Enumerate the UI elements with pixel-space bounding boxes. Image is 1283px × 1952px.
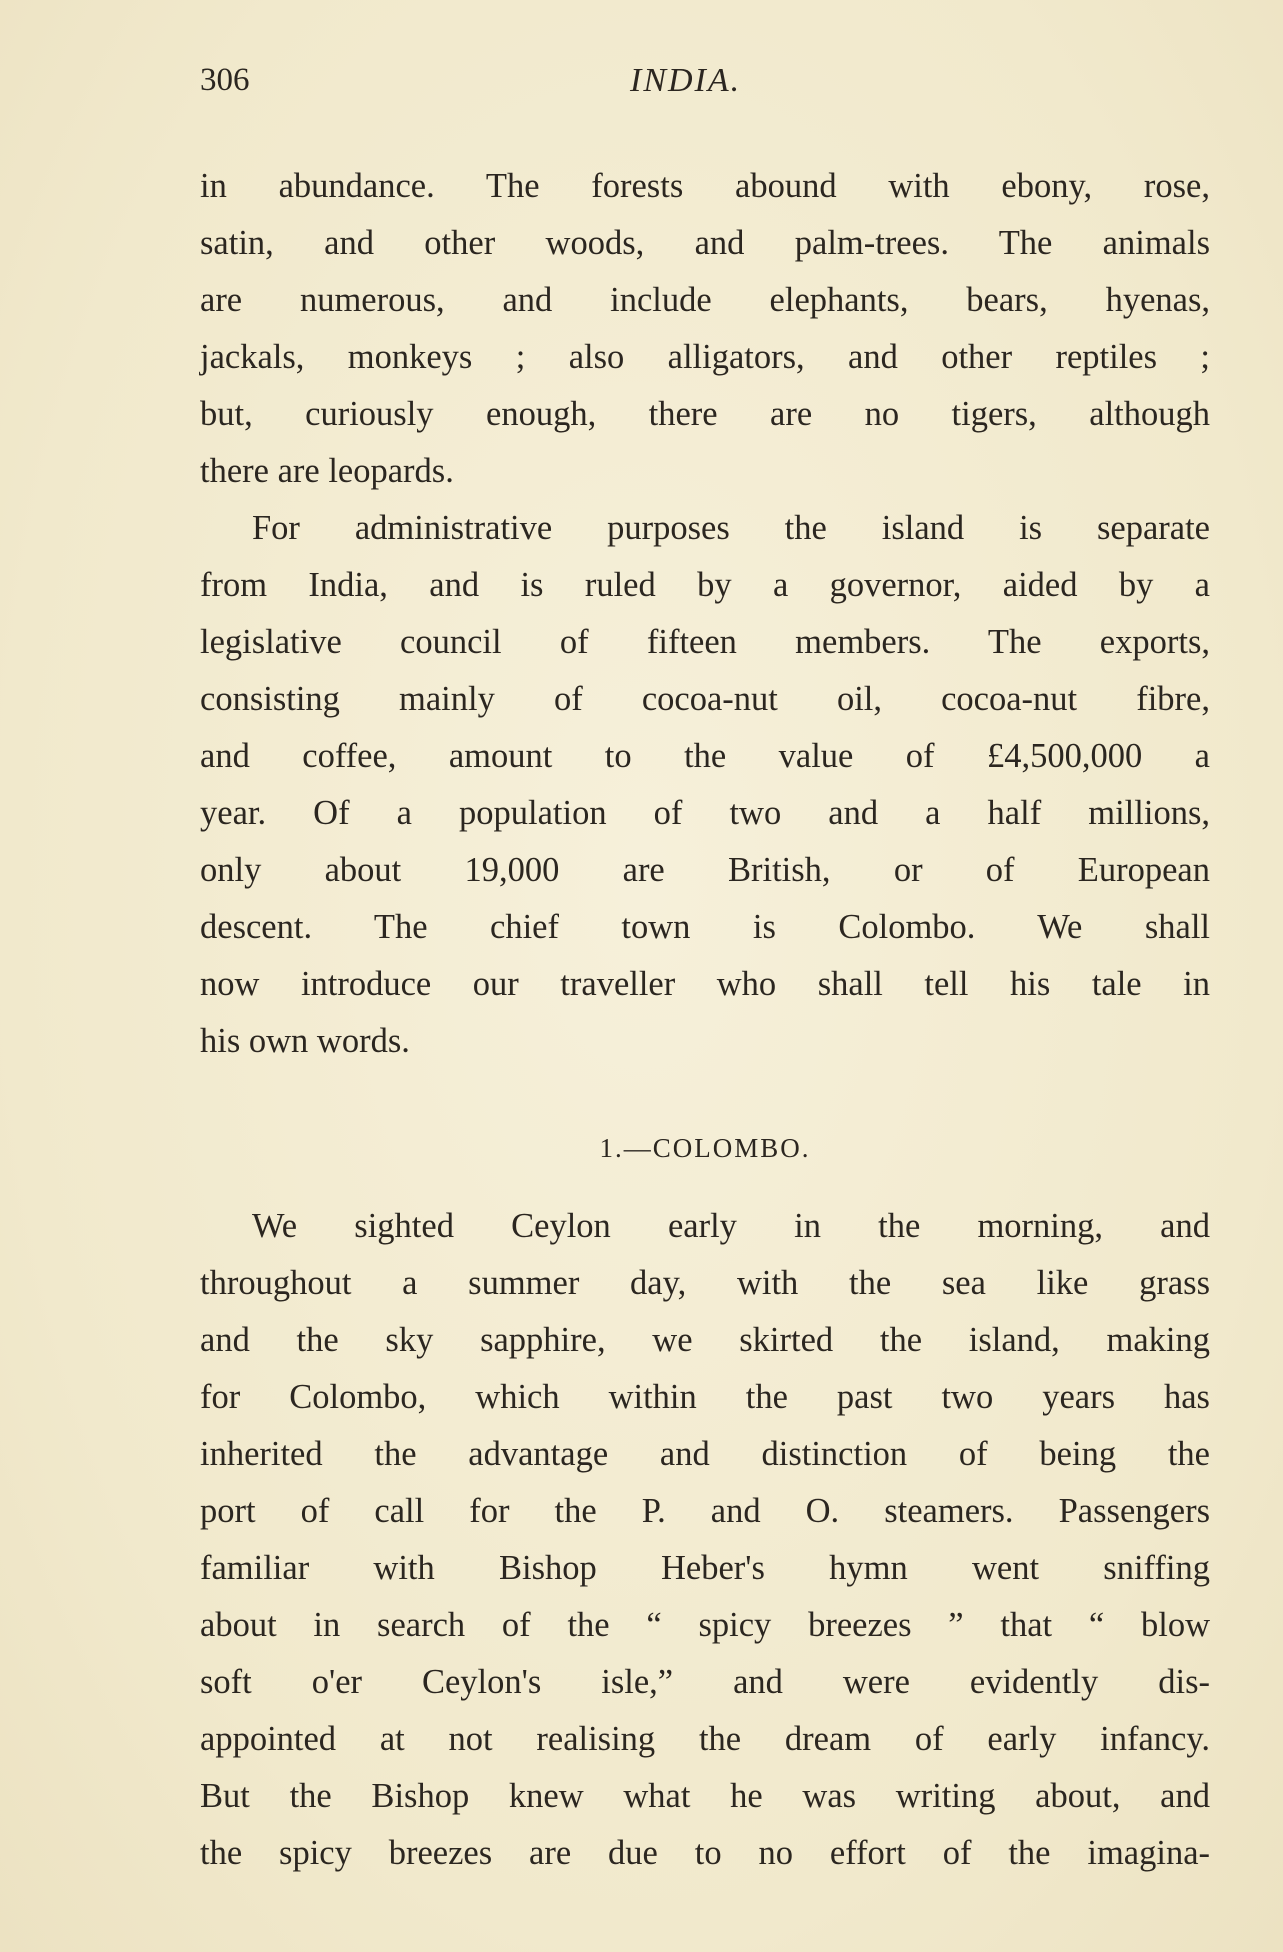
text-line: in abundance. The forests abound with ebony, rose, (200, 167, 1210, 205)
text-line: We sighted Ceylon early in the morning, and (252, 1207, 1210, 1245)
text-line: But the Bishop knew what he was writing about, and (200, 1777, 1210, 1815)
paragraph-1 (200, 158, 1210, 500)
text-line: consisting mainly of cocoa-nut oil, cocoa-nut fibre, (200, 680, 1210, 718)
text-line: familiar with Bishop Heber's hymn went sniffing (200, 1549, 1210, 1587)
text-line: year. Of a population of two and a half millions, (200, 794, 1210, 832)
text-line: For administrative purposes the island is separate (252, 509, 1210, 547)
text-line: but, curiously enough, there are no tigers, although (200, 395, 1210, 433)
paragraph-2 (200, 500, 1210, 1070)
body-text (200, 158, 1210, 1882)
text-line: from India, and is ruled by a governor, aided by a (200, 566, 1210, 604)
page-header (200, 62, 1210, 112)
text-line: satin, and other woods, and palm-trees. The animals (200, 224, 1210, 262)
text-line: are numerous, and include elephants, bears, hyenas, (200, 281, 1210, 319)
text-line: only about 19,000 are British, or of European (200, 851, 1210, 889)
text-line: the spicy breezes are due to no effort of the imagina- (200, 1834, 1210, 1872)
text-line: now introduce our traveller who shall tell his tale in (200, 965, 1210, 1003)
section-heading: 1.—COLOMBO. (599, 1133, 811, 1163)
text-line: and coffee, amount to the value of £4,500,000 a (200, 737, 1210, 775)
page-number: 306 (200, 62, 250, 98)
text-line: descent. The chief town is Colombo. We shall (200, 908, 1210, 946)
text-line: appointed at not realising the dream of early infancy. (200, 1720, 1210, 1758)
text-line: port of call for the P. and O. steamers. Passengers (200, 1492, 1210, 1530)
text-line: there are leopards. (200, 452, 454, 490)
text-line: his own words. (200, 1022, 410, 1060)
text-line: for Colombo, which within the past two years has (200, 1378, 1210, 1416)
text-line: jackals, monkeys ; also alligators, and other reptiles ; (200, 338, 1210, 376)
text-line: legislative council of fifteen members. The exports, (200, 623, 1210, 661)
text-line: and the sky sapphire, we skirted the island, making (200, 1321, 1210, 1359)
text-line: inherited the advantage and distinction of being the (200, 1435, 1210, 1473)
text-line: soft o'er Ceylon's isle,” and were evidently dis- (200, 1663, 1210, 1701)
text-line: throughout a summer day, with the sea like grass (200, 1264, 1210, 1302)
paragraph-3 (200, 1198, 1210, 1882)
running-head: INDIA. (630, 62, 742, 99)
text-line: about in search of the “ spicy breezes ” that “ blow (200, 1606, 1210, 1644)
